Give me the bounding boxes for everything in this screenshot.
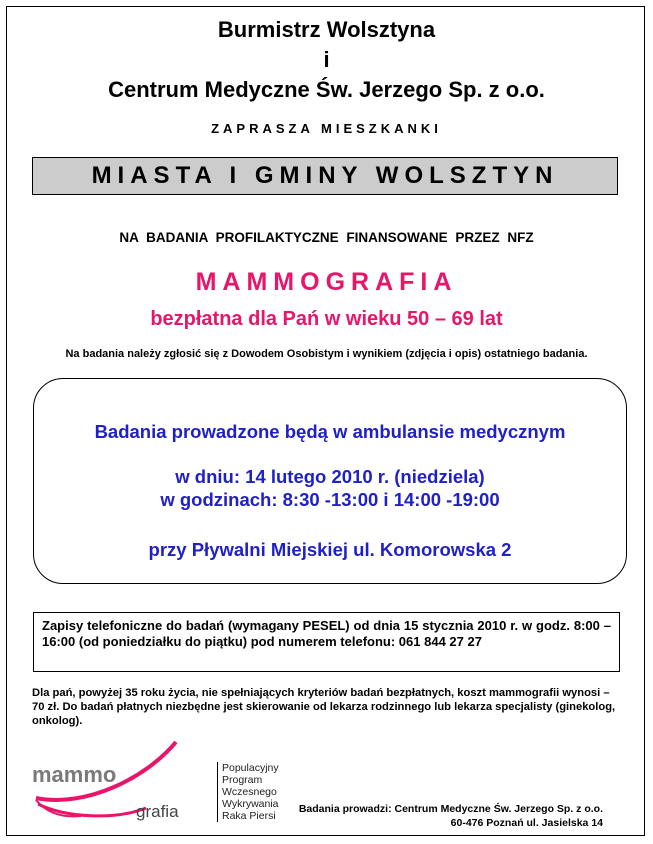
program-line: Wykrywania xyxy=(222,798,279,810)
footer-provider: Badania prowadzi: Centrum Medyczne Św. Jerzego Sp. z o.o. xyxy=(298,803,603,815)
details-box xyxy=(33,378,627,584)
program-line: Wczesnego xyxy=(222,786,277,798)
program-line: Populacyjny xyxy=(222,762,279,774)
logo-word-grafia: grafia xyxy=(136,802,179,821)
program-name xyxy=(217,762,279,822)
details-date: w dniu: 14 lutego 2010 r. (niedziela) xyxy=(175,466,485,487)
logo-word-mammo: mammo xyxy=(32,762,117,787)
footer-address: 60-476 Poznań ul. Jasielska 14 xyxy=(450,817,603,829)
program-line: Program xyxy=(222,774,263,786)
header-invites: ZAPRASZA MIESZKANKI xyxy=(211,121,442,136)
details-place: przy Pływalni Miejskiej ul. Komorowska 2 xyxy=(148,539,512,560)
exam-title: MAMMOGRAFIA xyxy=(195,268,458,296)
town-banner: MIASTA I GMINY WOLSZTYN xyxy=(32,157,618,195)
header-mayor: Burmistrz Wolsztyna xyxy=(217,17,436,42)
header-clinic: Centrum Medyczne Św. Jerzego Sp. z o.o. xyxy=(108,77,545,102)
details-ambulance: Badania prowadzone będą w ambulansie medycznym xyxy=(94,421,566,442)
program-line: Raka Piersi xyxy=(222,810,276,822)
exam-subtitle: bezpłatna dla Pań w wieku 50 – 69 lat xyxy=(150,308,503,330)
header-and: i xyxy=(323,47,330,72)
subline: NA BADANIA PROFILAKTYCZNE FINANSOWANE PRZEZ NFZ xyxy=(119,230,534,245)
program-logo xyxy=(26,738,216,828)
details-hours: w godzinach: 8:30 -13:00 i 14:00 -19:00 xyxy=(160,489,500,510)
documents-note: Na badania należy zgłosić się z Dowodem Osobistym i wynikiem (zdjęcia i opis) ostatniego badania. xyxy=(65,348,588,360)
paid-info: Dla pań, powyżej 35 roku życia, nie spełniających kryteriów badań bezpłatnych, koszt mammografii wynosi – 70 zł. Do badań płatnych niezbędne jest skierowanie od lekarza rodzinnego lub lekarza specjalisty (ginekolog, onkolog). xyxy=(32,687,616,727)
registration-box: Zapisy telefoniczne do badań (wymagany PESEL) od dnia 15 stycznia 2010 r. w godz. 8:00 – 16:00 (od poniedziałku do piątku) pod numerem telefonu: 061 844 27 27 xyxy=(33,612,620,672)
